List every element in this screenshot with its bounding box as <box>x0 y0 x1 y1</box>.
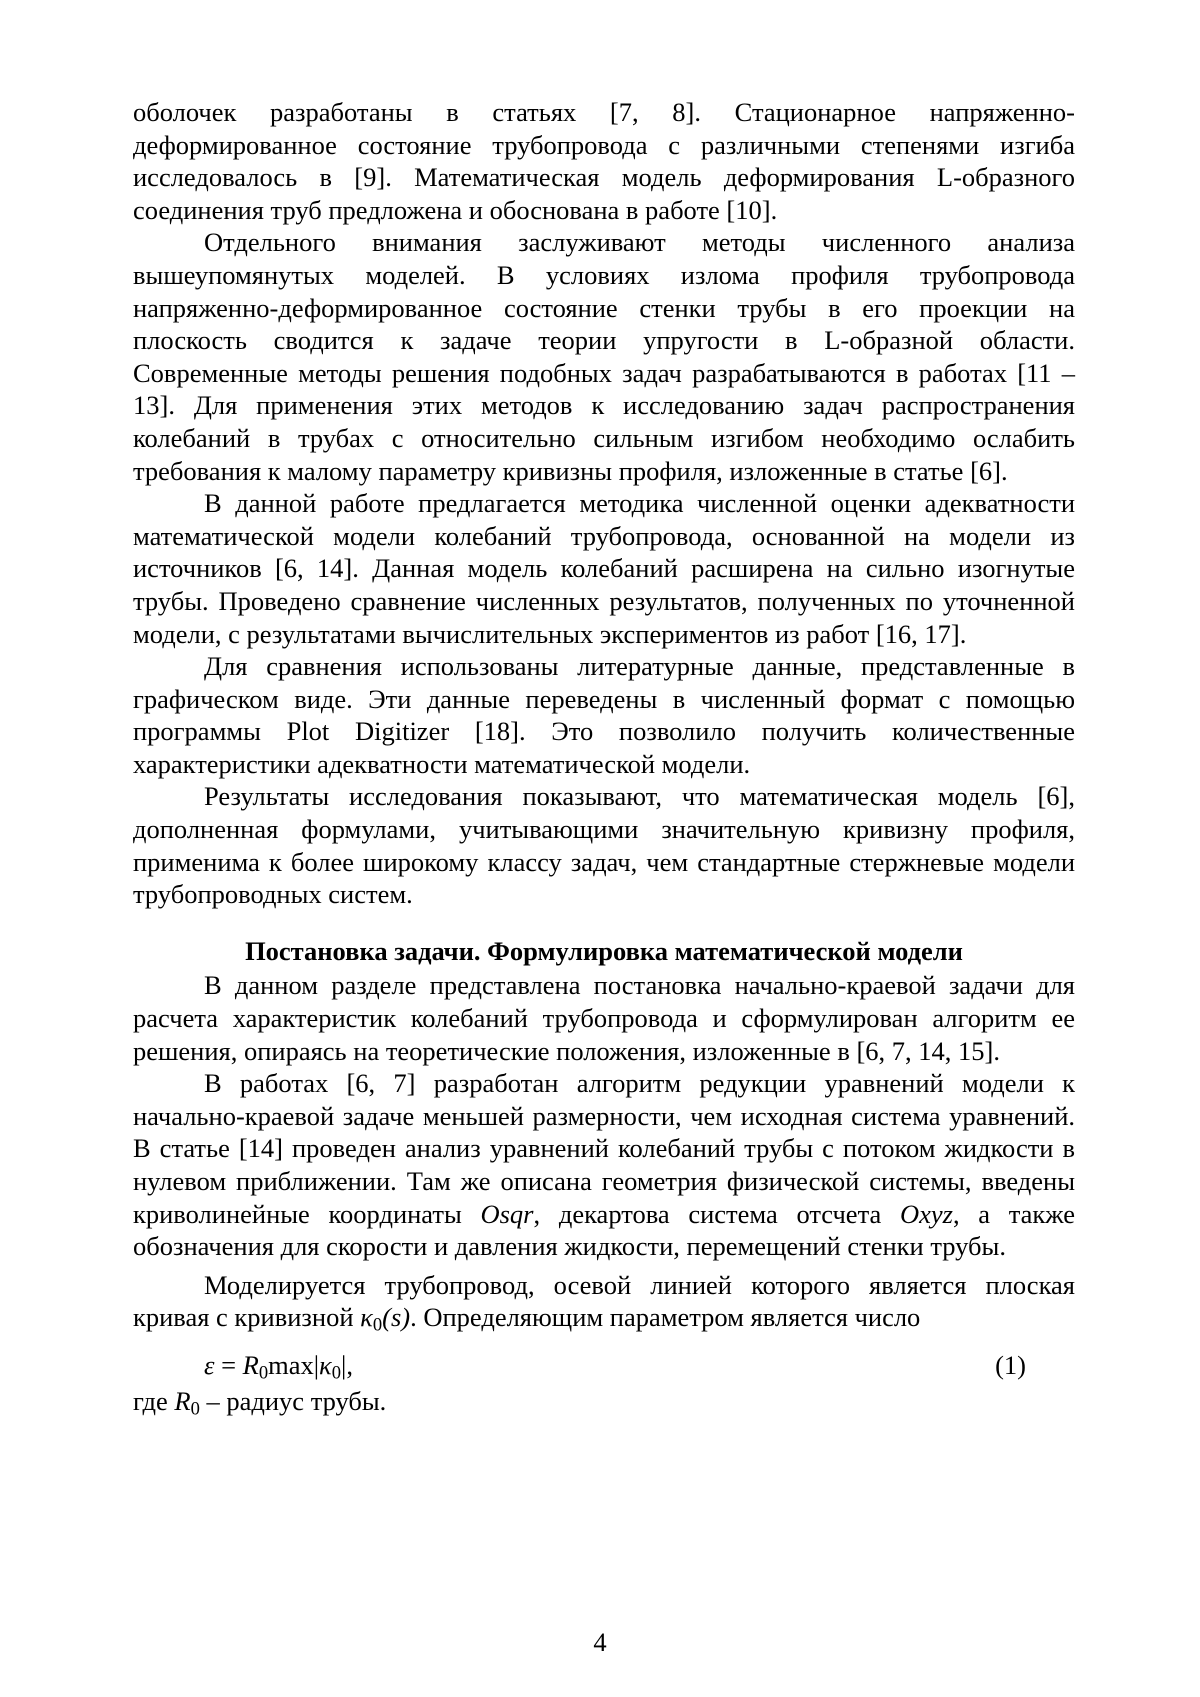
symbol-kappa: κ <box>319 1349 332 1380</box>
paragraph-reduction-algorithm <box>133 1067 1075 1263</box>
paragraph-comparison-data: Для сравнения использованы литературные данные, представленные в графическом виде. Эти данные переведены в численный формат с помощью программы Plot Digitizer [18]. Это позволило получить количественные характеристики адекватности математической модели. <box>133 651 1075 779</box>
symbol-epsilon: ε <box>204 1349 215 1380</box>
abs-bar: | <box>341 1349 347 1380</box>
paragraph-section-intro: В данном разделе представлена постановка начально-краевой задачи для расчета характеристик колебаний трубопровода и сформулирован алгоритм ее решения, опираясь на теоретические положения, изложенные в [6, 7, 14, 15]. <box>133 970 1075 1066</box>
subscript: 0 <box>372 1315 383 1336</box>
subscript: 0 <box>258 1362 269 1384</box>
paragraph-where <box>133 1385 1075 1426</box>
paragraph-continuation: оболочек разработаны в статьях [7, 8]. Стационарное напряженно-деформированное состояние трубопровода с различными степенями изгиба исследовалось в [9]. Математическая модель деформирования L-образного соединения труб предложена и обоснована в работе [10]. <box>133 97 1075 225</box>
text-run: – радиус трубы. <box>199 1385 387 1416</box>
text-run: . Определяющим параметром является число <box>410 1302 921 1333</box>
symbol-arg: (s) <box>382 1302 411 1333</box>
symbol-r: R <box>242 1349 259 1380</box>
paragraph-numerical-methods: Отдельного внимания заслуживают методы численного анализа вышеупомянутых моделей. В условиях излома профиля трубопровода напряженно-деформированное состояние стенки трубы в его проекции на плоскость сводится к задаче теории упругости в L-образной области. Современные методы решения подобных задач разрабатываются в работах [11 – 13]. Для применения этих методов к исследованию задач распространения колебаний в трубах с относительно сильным изгибом необходимо ослабить требования к малому параметру кривизны профиля, изложенные в статье [6]. <box>133 227 1075 486</box>
text-run: , декартова система отсчета <box>533 1198 900 1229</box>
paragraph-model-definition <box>133 1269 1075 1343</box>
section-heading: Постановка задачи. Формулировка математической модели <box>245 935 963 966</box>
text-run: В работах [6, 7] разработан алгоритм редукции уравнений модели к начально-краевой задаче меньшей размерности, чем исходная система уравнений. В статье [14] проведен анализ уравнений колебаний трубы с потоком жидкости в нулевом приближении. Там же описана геометрия физической системы, введены криволинейные координаты <box>133 1068 1075 1229</box>
equation-number: (1) <box>995 1349 1026 1380</box>
text-run: где <box>133 1385 175 1416</box>
equation-1 <box>133 1345 1075 1385</box>
text-run: , а также обозначения для скорости и давления жидкости, перемещений стенки трубы. <box>133 1198 1076 1262</box>
subscript: 0 <box>331 1362 342 1384</box>
comma: , <box>346 1349 353 1380</box>
paragraph-work-goal: В данной работе предлагается методика численной оценки адекватности математической модели колебаний трубопровода, основанной на модели из источников [6, 14]. Данная модель колебаний расширена на сильно изогнутые трубы. Проведено сравнение численных результатов, полученных по уточненной модели, с результатами вычислительных экспериментов из работ [16, 17]. <box>133 488 1075 649</box>
paragraph-results: Результаты исследования показывают, что математическая модель [6], дополненная формулами, учитывающими значительную кривизну профиля, применима к более широкому классу задач, чем стандартные стержневые модели трубопроводных систем. <box>133 781 1075 910</box>
equation-formula <box>204 1349 353 1390</box>
text-body <box>133 96 1075 1426</box>
coord-oxyz: Oxyz <box>899 1198 953 1229</box>
symbol-r: R <box>174 1385 191 1416</box>
page-number: 4 <box>593 1627 607 1657</box>
subscript: 0 <box>190 1398 200 1420</box>
symbol-kappa: κ <box>360 1302 373 1333</box>
max-operator: max <box>268 1349 314 1380</box>
abs-bar: | <box>313 1349 320 1380</box>
equals-sign: = <box>214 1349 243 1380</box>
coord-osqr: Osqr <box>480 1198 534 1229</box>
text-run: Моделируется трубопровод, осевой линией которого является плоская кривая с кривизной <box>133 1269 1075 1333</box>
